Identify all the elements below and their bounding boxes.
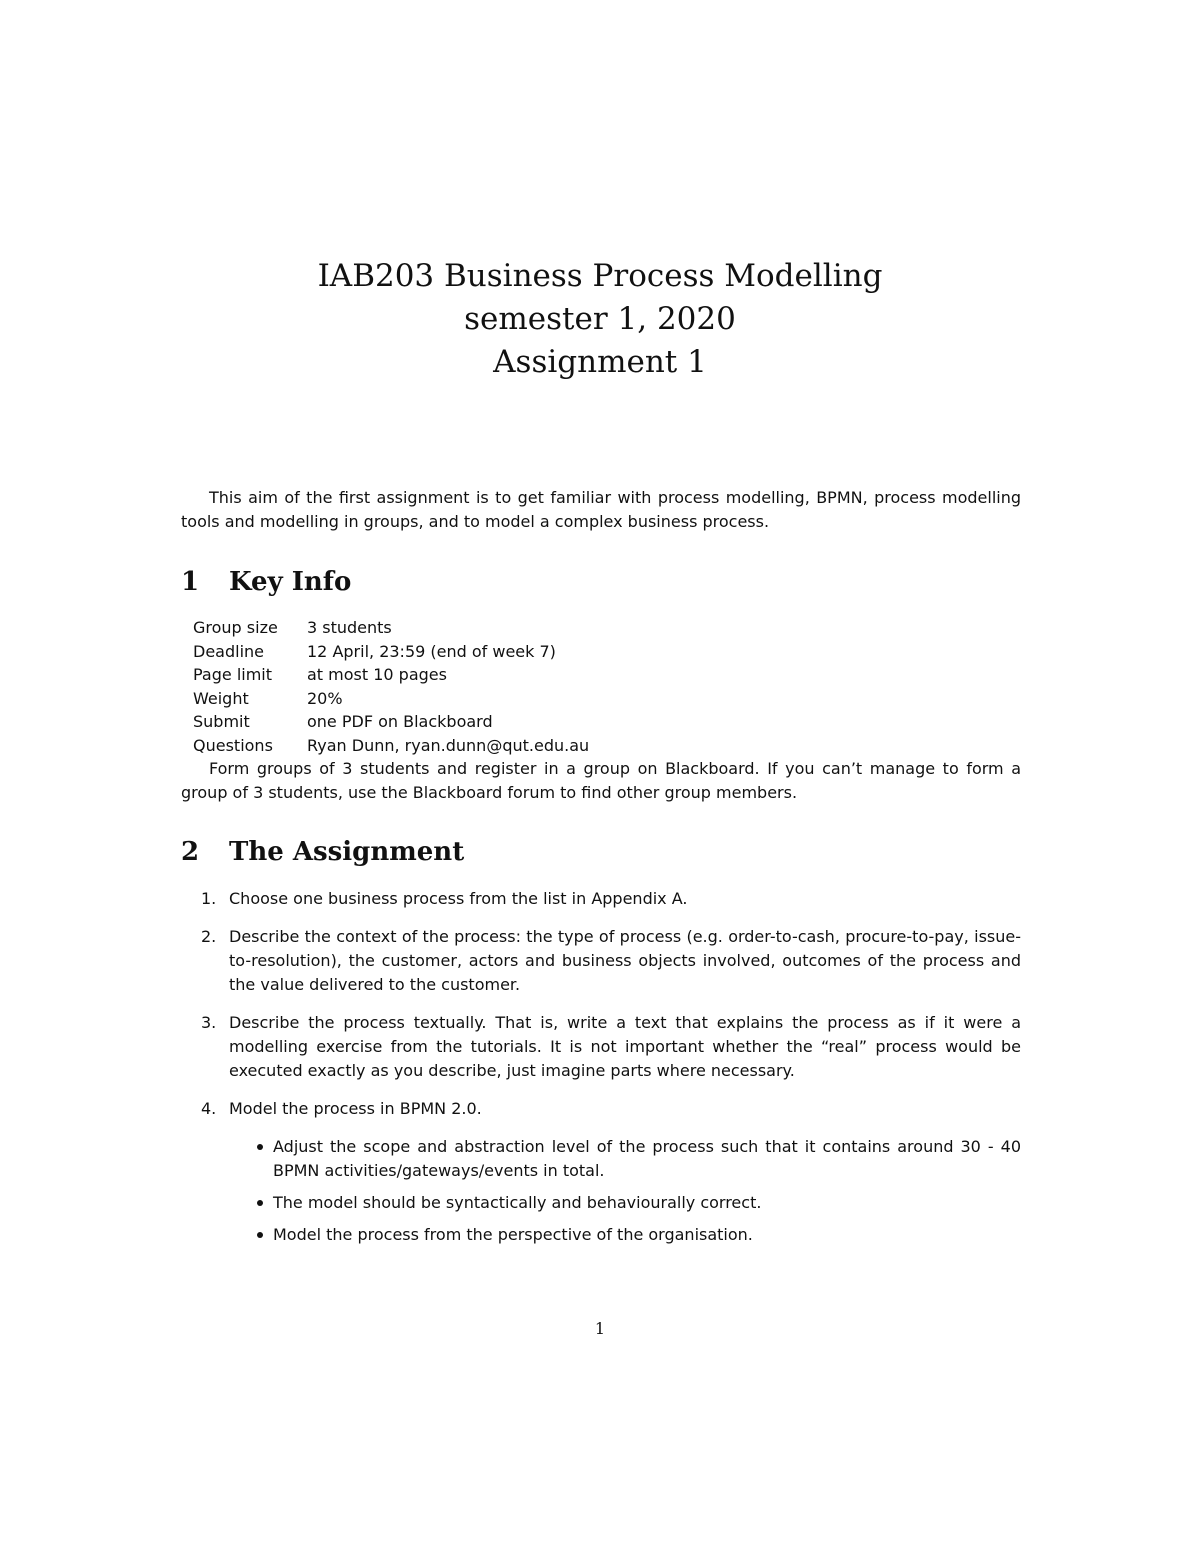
document-title <box>0 255 1200 384</box>
bullet-icon <box>257 1232 263 1238</box>
info-key: Weight <box>193 688 249 708</box>
list-item <box>181 925 1021 997</box>
list-item <box>181 1011 1021 1083</box>
bullet-text: The model should be syntactically and behaviourally correct. <box>273 1193 762 1212</box>
key-info-table <box>193 616 589 757</box>
step-number: 4. <box>201 1099 217 1118</box>
info-value: 20% <box>307 688 343 708</box>
list-item <box>181 1097 1021 1247</box>
bullet-icon <box>257 1200 263 1206</box>
key-info-row <box>193 687 589 711</box>
intro-paragraph: This aim of the first assignment is to get familiar with process modelling, BPMN, process modelling tools and modelling in groups, and to model a complex business process. <box>181 488 1021 531</box>
section-heading-key-info <box>181 566 351 598</box>
bullet-item <box>273 1191 1021 1215</box>
info-key: Questions <box>193 735 273 755</box>
info-key: Deadline <box>193 641 264 661</box>
bullet-text: Model the process from the perspective of the organisation. <box>273 1225 753 1244</box>
group-paragraph: Form groups of 3 students and register in a group on Blackboard. If you can’t manage to form a group of 3 students, use the Blackboard forum to find other group members. <box>181 759 1021 802</box>
info-key: Submit <box>193 712 250 731</box>
info-key: Page limit <box>193 665 273 684</box>
course-title: IAB203 Business Process Modelling <box>317 258 883 294</box>
step-text: Describe the process textually. That is, write a text that explains the process as if it were a modelling exercise from the tutorials. It is not important whether the “real” process would be executed exactly as you describe, just imagine parts where necessary. <box>229 1013 1021 1080</box>
info-value: at most 10 pages <box>307 665 447 684</box>
key-info-row <box>193 640 589 664</box>
page-number: 1 <box>594 1319 606 1338</box>
step-text: Choose one business process from the list in Appendix A. <box>229 889 688 908</box>
info-value: Ryan Dunn, ryan.dunn@qut.edu.au <box>307 735 590 755</box>
section-number: 2 <box>181 837 200 867</box>
section-heading-assignment <box>181 836 464 868</box>
step-number: 1. <box>201 889 217 908</box>
info-key: Group size <box>193 618 278 637</box>
key-info-row <box>193 734 589 758</box>
semester-line: semester 1, 2020 <box>464 301 736 337</box>
bullet-icon <box>257 1144 263 1150</box>
key-info-row <box>193 663 589 687</box>
step-text: Describe the context of the process: the type of process (e.g. order-to-cash, procure-to-pay, issue-to-resolution), the customer, actors and business objects involved, outcomes of the process and the value delivered to the customer. <box>229 927 1021 994</box>
key-info-row <box>193 710 589 734</box>
assignment-steps-list <box>181 887 1021 1261</box>
info-value: 12 April, 23:59 (end of week 7) <box>307 641 556 661</box>
info-value: one PDF on Blackboard <box>307 712 493 731</box>
step-number: 2. <box>201 927 217 946</box>
bullet-list <box>229 1135 1021 1247</box>
bullet-text: Adjust the scope and abstraction level of the process such that it contains around 30 - 40 BPMN activities/gateways/events in total. <box>273 1137 1021 1180</box>
assignment-title: Assignment 1 <box>493 344 707 380</box>
list-item <box>181 887 1021 911</box>
section-number: 1 <box>181 567 200 597</box>
bullet-item <box>273 1223 1021 1247</box>
step-number: 3. <box>201 1013 217 1032</box>
info-value: 3 students <box>307 618 392 637</box>
section-title: The Assignment <box>229 837 465 867</box>
step-text: Model the process in BPMN 2.0. <box>229 1099 482 1118</box>
bullet-item <box>273 1135 1021 1183</box>
section-title: Key Info <box>229 567 352 597</box>
key-info-row <box>193 616 589 640</box>
